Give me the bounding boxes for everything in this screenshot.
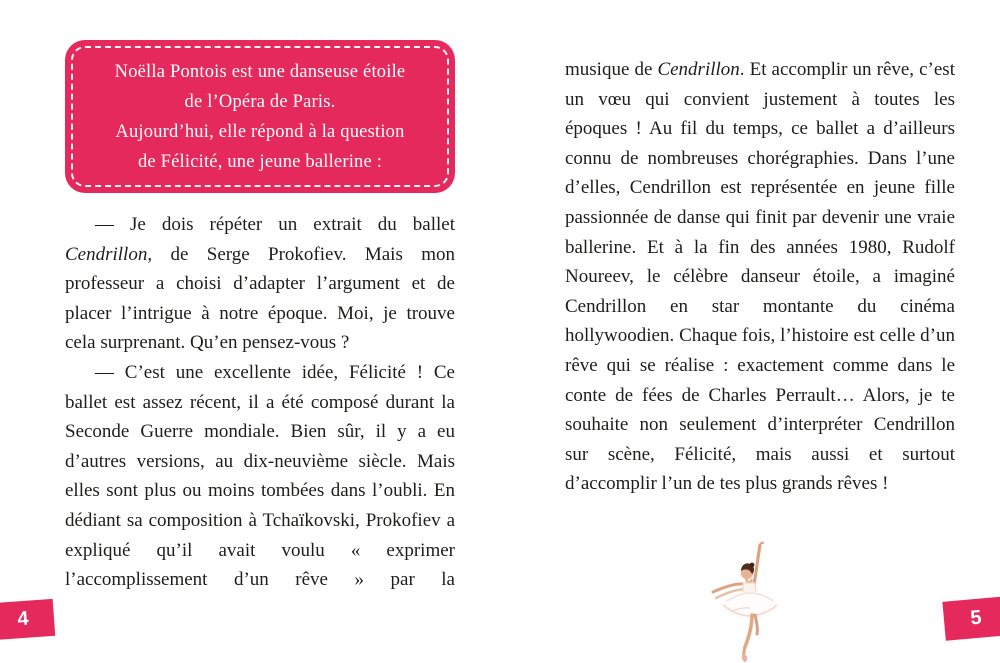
paragraph: — C’est une excellente idée, Félicité ! Ce ballet est assez récent, il a été composé durant la Seconde Guerre mondiale. Bien sûr, il y a eu d’autres versions, au dix-neuvième siècle. Mais elles sont plus ou moins tombées dans l’oubli. En dédiant sa composition à Tchaïkovski, Prokofiev a expliqué qu’il avait voulu « exprimer l’accomplissement d’un rêve » par la [65,361,455,591]
callout-line: Aujourd’hui, elle répond à la question [115,121,405,142]
callout-line: Noëlla Pontois est une danseuse étoile [114,61,406,82]
page-number-label: 4 [16,607,30,631]
right-page-text [565,55,955,535]
page-number-label: 5 [969,606,983,630]
callout-text [65,40,455,193]
paragraph: musique de Cendrillon. Et accomplir un rêve, c’est un vœu qui convient justement à toutes les époques ! Au fil du temps, ce ballet a d’ailleurs connu de nombreuses chorégraphies. Dans l’une d’elles, Cendrillon est représentée en jeune fille passionnée de danse qui finit par devenir une vraie ballerine. Et à la fin des années 1980, Rudolf Noureev, le célèbre danseur étoile, a imaginé Cendrillon en star montante du cinéma hollywoodien. Chaque fois, l’histoire est celle d’un rêve qui se réalise : exactement comme dans le conte de fées de Charles Perrault… Alors, je te souhaite non seulement d’interpréter Cendrillon sur scène, Félicité, mais aussi et surtout d’accomplir l’un de tes plus grands rêves ! [565,59,955,495]
paragraph: — Je dois répéter un extrait du ballet Cendrillon, de Serge Prokofiev. Mais mon professeur a choisi d’adapter l’argument et de placer l’intrigue à notre époque. Moi, je trouve cela surprenant. Qu’en pensez-vous ? [65,214,455,354]
page-number-right [942,596,1000,640]
callout-line: de Félicité, une jeune ballerine : [137,151,383,172]
ballerina-illustration [700,541,800,663]
callout-box [65,40,455,193]
page-number-left [0,599,55,640]
left-page-text [65,210,455,600]
callout-line: de l’Opéra de Paris. [184,91,336,112]
